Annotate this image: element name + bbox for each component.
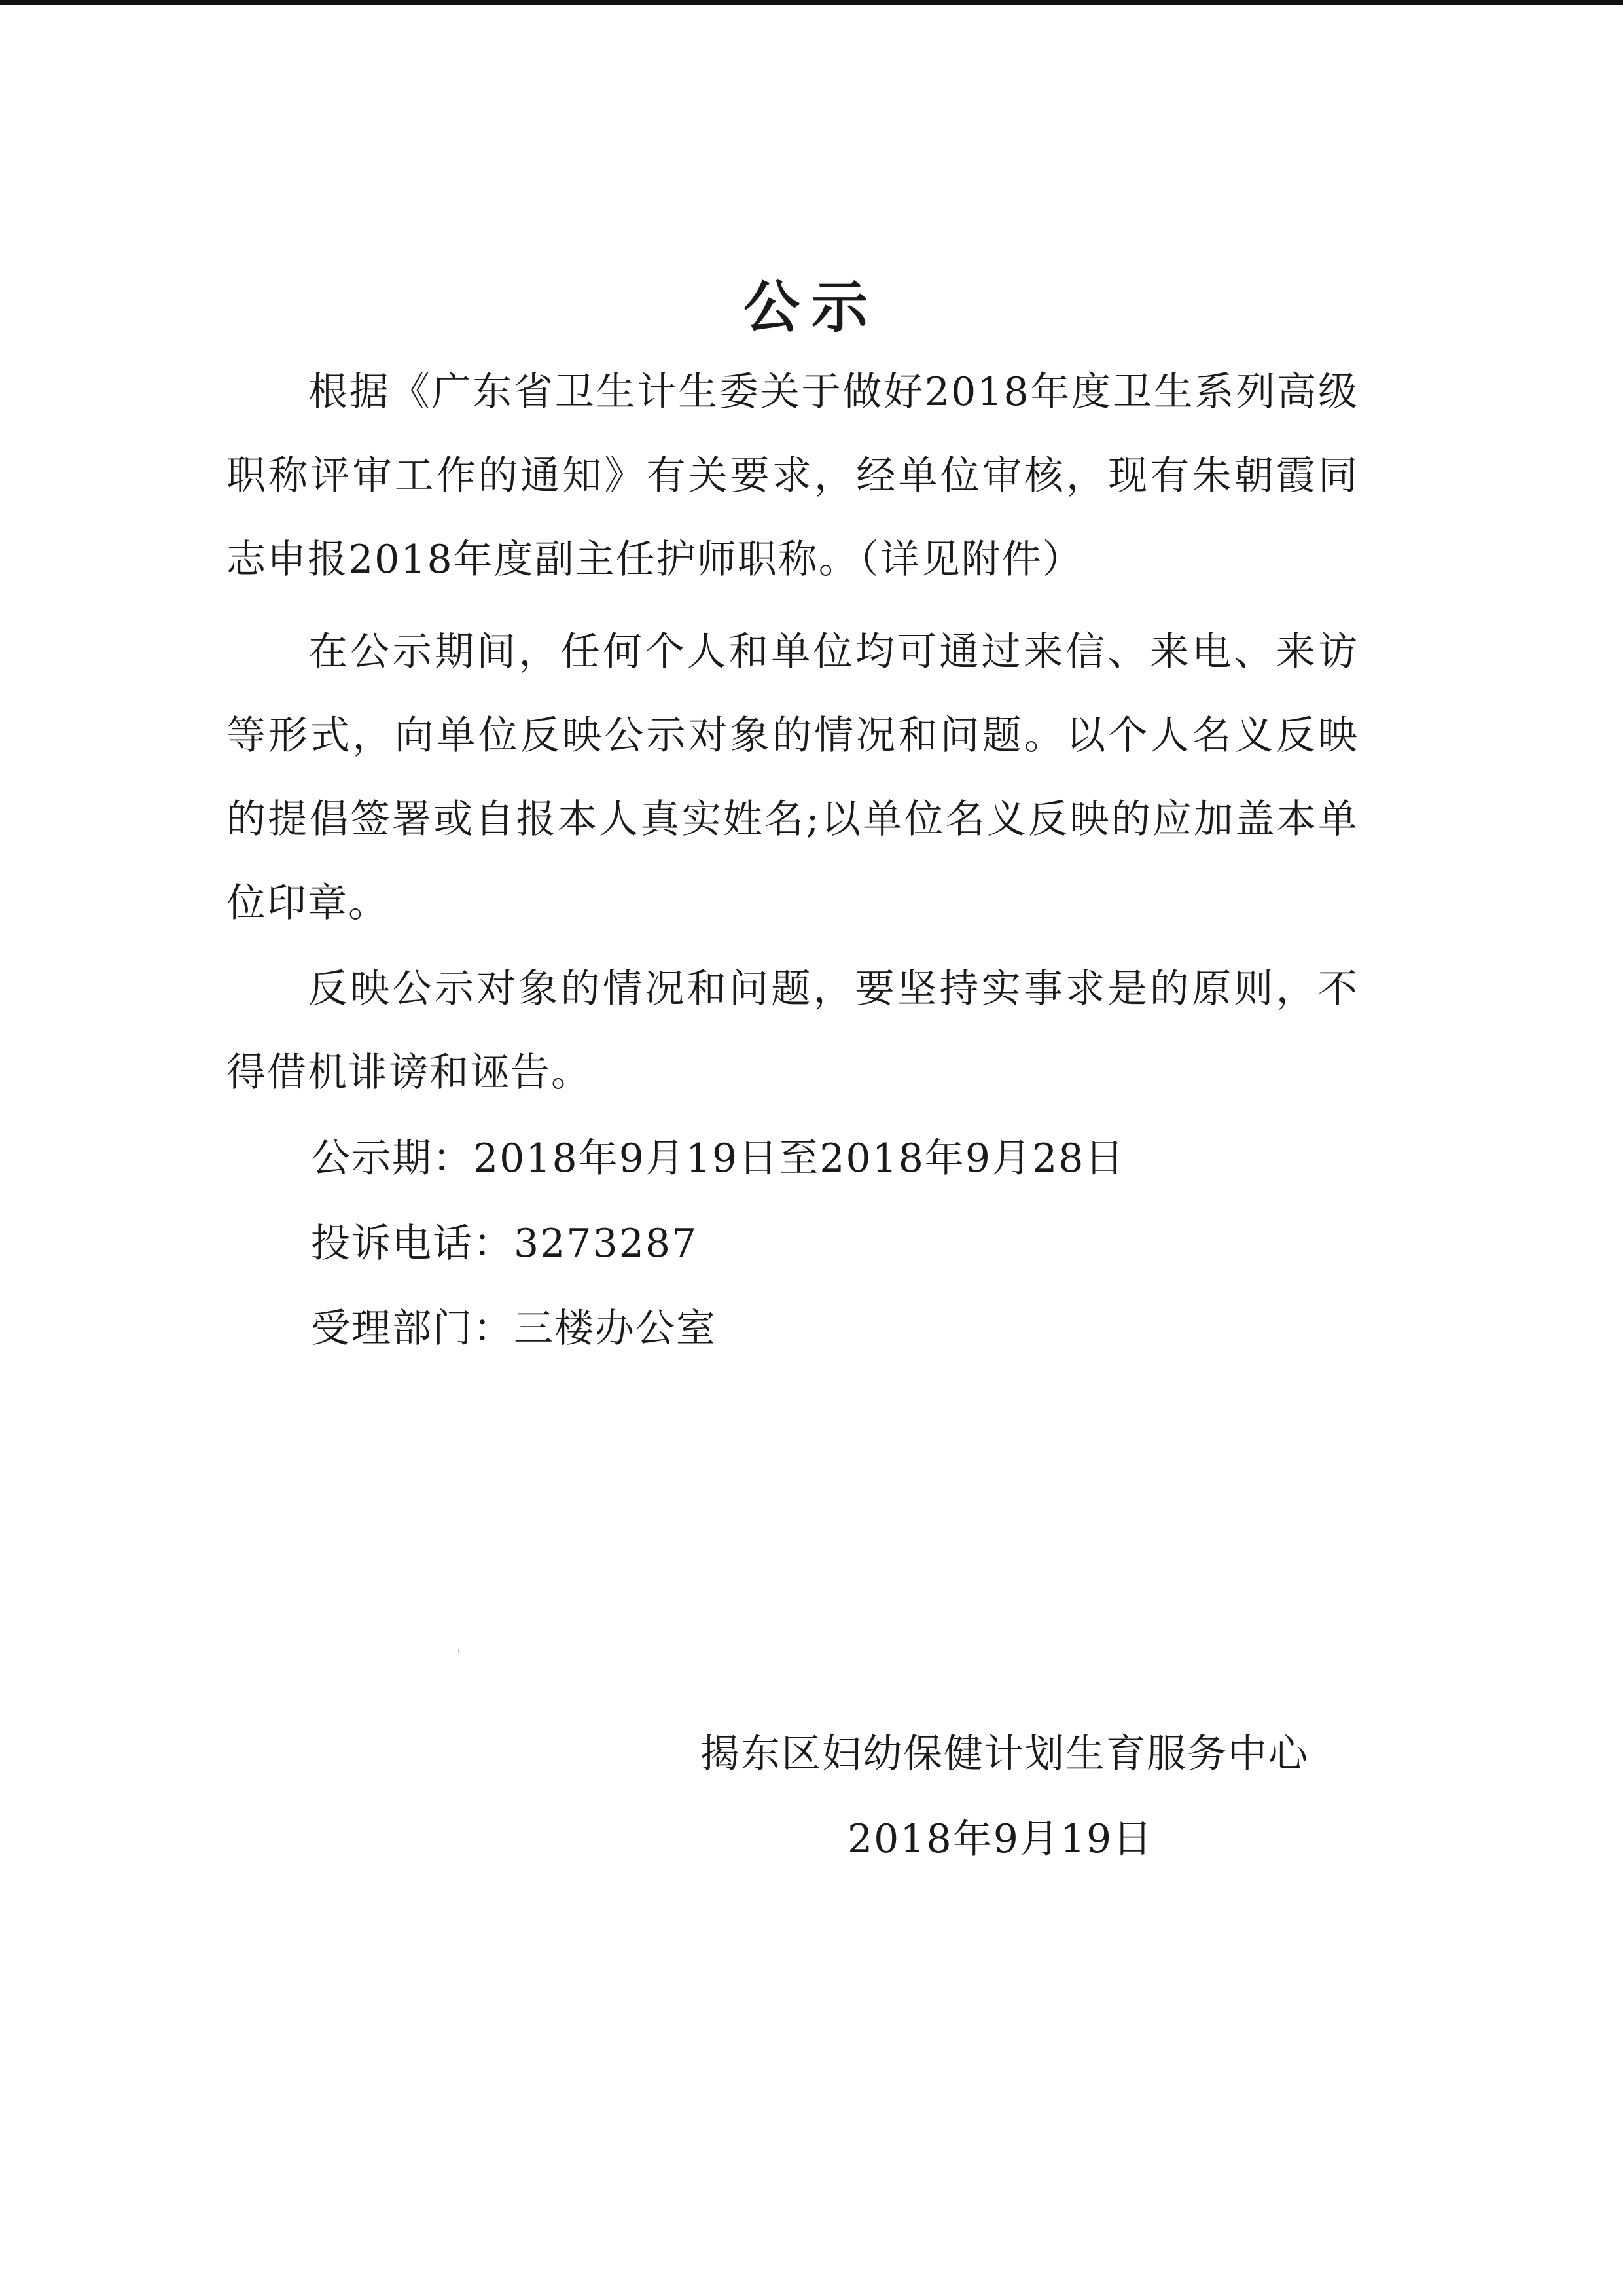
paragraph-text: 根据《广东省卫生计生委关于做好2018年度卫生系列高级职称评审工作的通知》有关要求，经单位审核，现有朱朝霞同志申报2018年度副主任护师职称。（详见附件） — [226, 369, 1359, 583]
paragraph-reporting-channels — [226, 610, 1359, 945]
signing-organization: 揭东区妇幼保健计划生育服务中心 — [700, 1731, 1309, 1777]
paragraph-text: 在公示期间，任何个人和单位均可通过来信、来电、来访等形式，向单位反映公示对象的情况和问题。以个人名义反映的提倡签署或自报本人真实姓名;以单位名义反映的应加盖本单位印章。 — [226, 629, 1359, 926]
publicity-period: 公示期：2018年9月19日至2018年9月28日 — [311, 1136, 1126, 1181]
paragraph-application — [226, 350, 1359, 601]
signing-date: 2018年9月19日 — [847, 1816, 1154, 1862]
paragraph-text: 反映公示对象的情况和问题，要坚持实事求是的原则，不得借机诽谤和诬告。 — [226, 966, 1359, 1096]
complaint-phone: 投诉电话：3273287 — [311, 1221, 698, 1266]
document-title: 公示 — [743, 275, 880, 340]
scan-speck — [458, 1649, 459, 1653]
scan-border — [0, 0, 1623, 5]
handling-department: 受理部门：三楼办公室 — [311, 1306, 717, 1352]
paragraph-principle — [226, 947, 1359, 1115]
